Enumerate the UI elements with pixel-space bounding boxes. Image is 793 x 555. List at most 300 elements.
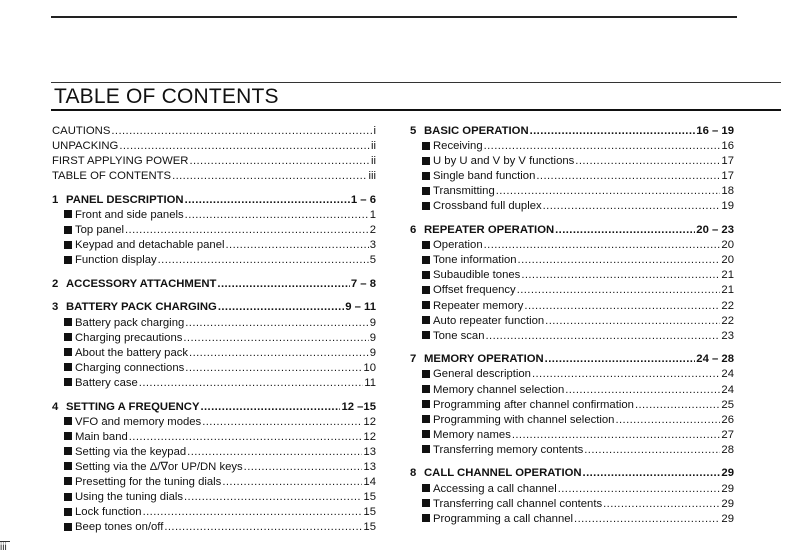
entry-page: 24 (721, 368, 734, 381)
toc-subentry[interactable] (410, 383, 734, 398)
entry-page: 21 (721, 269, 734, 282)
square-bullet-icon (422, 172, 430, 180)
entry-text (422, 383, 564, 398)
toc-subentry[interactable] (410, 398, 734, 413)
toc-subentry[interactable] (52, 253, 376, 268)
dot-leader (635, 398, 720, 413)
entry-label: REPEATER OPERATION (424, 224, 555, 237)
entry-label: Top panel (75, 224, 124, 237)
square-bullet-icon (422, 301, 430, 309)
entry-label: Transmitting (433, 185, 495, 198)
entry-label: ACCESSORY ATTACHMENT (66, 277, 217, 290)
dot-leader (172, 169, 367, 184)
entry-page: 20 (721, 254, 734, 267)
entry-page: 20 – 23 (696, 224, 734, 237)
entry-label: Crossband full duplex (433, 200, 542, 213)
dot-leader (185, 361, 362, 376)
entry-text (422, 154, 574, 169)
dot-leader (184, 490, 362, 505)
section-gap (52, 184, 376, 193)
section-gap (52, 391, 376, 400)
toc-subentry[interactable] (410, 299, 734, 314)
square-bullet-icon (64, 508, 72, 516)
entry-label: Offset frequency (433, 284, 516, 297)
dot-leader (185, 316, 368, 331)
dot-leader (189, 346, 369, 361)
entry-text (64, 238, 225, 253)
section-number: 2 (52, 277, 59, 290)
square-bullet-icon (64, 363, 72, 371)
entry-text (52, 300, 217, 315)
entry-page: 12 –15 (341, 400, 376, 413)
toc-section-7[interactable] (410, 352, 734, 367)
dot-leader (575, 154, 720, 169)
toc-section-5[interactable] (410, 124, 734, 139)
entry-text (64, 505, 142, 520)
toc-entry[interactable] (52, 154, 376, 169)
dot-leader (555, 223, 695, 238)
dot-leader (202, 415, 362, 430)
entry-text (64, 331, 182, 346)
entry-label: Battery pack charging (75, 316, 185, 329)
right-sections (410, 124, 734, 527)
entry-text (410, 124, 529, 139)
entry-label: Single band function (433, 170, 536, 183)
toc-entry[interactable] (52, 139, 376, 154)
entry-text (64, 445, 186, 460)
toc-subentry[interactable] (410, 482, 734, 497)
dot-leader (143, 505, 363, 520)
entry-page: 13 (363, 460, 376, 473)
toc-right-column (410, 124, 734, 527)
entry-text (64, 346, 188, 361)
entry-text (64, 316, 184, 331)
entry-page: 29 (721, 467, 734, 480)
square-bullet-icon (64, 226, 72, 234)
toc-subentry[interactable] (52, 490, 376, 505)
section-number: 4 (52, 400, 59, 413)
square-bullet-icon (422, 499, 430, 507)
entry-page: 15 (363, 491, 376, 504)
entry-page: 17 (721, 155, 734, 168)
entry-label: Using the tuning dials (75, 491, 184, 504)
entry-page: 16 – 19 (696, 125, 734, 137)
section-number: 5 (410, 125, 417, 137)
dot-leader (524, 299, 720, 314)
entry-label: Main band (75, 430, 128, 443)
entry-label: VFO and memory modes (75, 415, 202, 428)
square-bullet-icon (422, 415, 430, 423)
dot-leader (164, 520, 362, 535)
toc-subentry[interactable] (52, 361, 376, 376)
square-bullet-icon (64, 210, 72, 218)
dot-leader (218, 300, 344, 315)
entry-page: 14 (363, 475, 376, 488)
dot-leader (603, 497, 720, 512)
toc-section-4[interactable] (52, 400, 376, 415)
entry-label: About the battery pack (75, 346, 189, 359)
dot-leader (158, 253, 369, 268)
entry-page: 2 (369, 224, 376, 237)
entry-label: Function display (75, 254, 157, 267)
entry-text (422, 268, 520, 283)
entry-label: Accessing a call channel (433, 482, 557, 495)
square-bullet-icon (422, 430, 430, 438)
entry-label: TABLE OF CONTENTS (52, 170, 172, 183)
dot-leader (536, 169, 720, 184)
entry-page: 11 (364, 376, 376, 389)
entry-text (422, 169, 535, 184)
square-bullet-icon (422, 331, 430, 339)
dot-leader (545, 352, 696, 367)
entry-label: Tone information (433, 254, 517, 267)
square-bullet-icon (64, 523, 72, 531)
square-bullet-icon (64, 378, 72, 386)
dot-leader (129, 430, 363, 445)
entry-page: iii (368, 170, 376, 183)
entry-text (422, 428, 511, 443)
square-bullet-icon (422, 202, 430, 210)
dot-leader (486, 329, 721, 344)
page-title: TABLE OF CONTENTS (54, 85, 279, 108)
entry-page: 23 (721, 329, 734, 342)
toc-subentry[interactable] (52, 223, 376, 238)
dot-leader (189, 154, 370, 169)
entry-text (422, 283, 516, 298)
entry-page: 28 (721, 443, 734, 456)
square-bullet-icon (422, 256, 430, 264)
entry-label: Beep tones on/off (75, 521, 164, 534)
toc-subentry[interactable] (410, 268, 734, 283)
square-bullet-icon (422, 187, 430, 195)
toc-subentry[interactable] (52, 208, 376, 223)
entry-page: 15 (363, 506, 376, 519)
dot-leader (615, 413, 720, 428)
entry-label: BATTERY PACK CHARGING (66, 301, 217, 314)
entry-page: 20 (721, 239, 734, 252)
entry-page: 15 (363, 521, 376, 534)
entry-text (422, 314, 544, 329)
dot-leader (187, 445, 362, 460)
toc-subentry[interactable] (52, 346, 376, 361)
entry-text (422, 199, 542, 214)
square-bullet-icon (422, 286, 430, 294)
entry-label: Tone scan (433, 329, 485, 342)
entry-label: Auto repeater function (433, 314, 545, 327)
dot-leader (185, 208, 369, 223)
entry-text (422, 512, 573, 527)
entry-text (422, 482, 557, 497)
entry-label: Memory names (433, 428, 511, 441)
entry-label: Presetting for the tuning dials (75, 475, 222, 488)
square-bullet-icon (64, 241, 72, 249)
entry-page: 13 (363, 445, 376, 458)
entry-page: 1 (369, 208, 376, 221)
toc-subentry[interactable] (52, 505, 376, 520)
dot-leader (565, 383, 720, 398)
entry-text (410, 223, 554, 238)
front-matter-list (52, 124, 376, 184)
entry-text (410, 352, 544, 367)
entry-label: Setting via the keypad (75, 445, 187, 458)
dot-leader (545, 314, 720, 329)
entry-page: 29 (721, 497, 734, 510)
entry-page: 24 (721, 383, 734, 396)
toc-subentry[interactable] (410, 253, 734, 268)
toc-subentry[interactable] (410, 154, 734, 169)
section-gap (410, 344, 734, 353)
entry-page: 25 (721, 398, 734, 411)
entry-page: 9 (369, 331, 376, 344)
toc-subentry[interactable] (52, 460, 376, 475)
toc-section-2[interactable] (52, 277, 376, 292)
dot-leader (583, 466, 721, 481)
entry-label: Front and side panels (75, 208, 184, 221)
entry-page: 5 (369, 254, 376, 267)
dot-leader (139, 376, 363, 391)
square-bullet-icon (64, 318, 72, 326)
entry-page: ii (370, 155, 376, 168)
toc-subentry[interactable] (410, 367, 734, 382)
entry-label: Charging connections (75, 361, 185, 374)
toc-subentry[interactable] (52, 415, 376, 430)
entry-text (422, 413, 614, 428)
entry-text (64, 430, 128, 445)
entry-label: Programming a call channel (433, 512, 574, 525)
entry-page: 19 (721, 200, 734, 213)
entry-label: Programming with channel selection (433, 413, 615, 426)
entry-text (422, 443, 583, 458)
toc-left-column (52, 124, 376, 535)
entry-label: SETTING A FREQUENCY (66, 400, 200, 413)
dot-leader (558, 482, 721, 497)
entry-text (64, 253, 157, 268)
entry-label: Setting via the Δ/∇or UP/DN keys (75, 460, 243, 473)
dot-leader (217, 277, 349, 292)
entry-text (422, 367, 531, 382)
entry-page: 9 (369, 316, 376, 329)
entry-label: FIRST APPLYING POWER (52, 155, 189, 168)
dot-leader (222, 475, 362, 490)
toc-subentry[interactable] (410, 443, 734, 458)
toc-subentry[interactable] (52, 376, 376, 391)
toc-section-6[interactable] (410, 223, 734, 238)
entry-page: 17 (721, 170, 734, 183)
toc-subentry[interactable] (52, 331, 376, 346)
toc-section-8[interactable] (410, 466, 734, 481)
entry-label: Memory channel selection (433, 383, 565, 396)
toc-subentry[interactable] (52, 430, 376, 445)
entry-label: PANEL DESCRIPTION (66, 193, 184, 206)
dot-leader (574, 512, 720, 527)
square-bullet-icon (64, 348, 72, 356)
entry-page: 3 (369, 239, 376, 252)
entry-text (52, 169, 171, 184)
dot-leader (183, 331, 368, 346)
entry-text (422, 184, 495, 199)
dot-leader (512, 428, 721, 443)
entry-label: U by U and V by V functions (433, 155, 575, 168)
entry-label: Keypad and detachable panel (75, 239, 225, 252)
square-bullet-icon (422, 271, 430, 279)
square-bullet-icon (422, 157, 430, 165)
entry-text (422, 253, 517, 268)
toc-subentry[interactable] (410, 139, 734, 154)
entry-label: CALL CHANNEL OPERATION (424, 467, 582, 480)
toc-subentry[interactable] (410, 329, 734, 344)
entry-text (52, 124, 110, 139)
toc-entry[interactable] (52, 169, 376, 184)
dot-leader (496, 184, 721, 199)
dot-leader (517, 283, 721, 298)
toc-subentry[interactable] (410, 238, 734, 253)
entry-page: 12 (363, 415, 376, 428)
entry-page: 29 (721, 512, 734, 525)
entry-text (52, 193, 184, 208)
section-gap (52, 292, 376, 301)
entry-label: Subaudible tones (433, 269, 521, 282)
square-bullet-icon (64, 417, 72, 425)
entry-page: 22 (721, 314, 734, 327)
entry-label: Charging precautions (75, 331, 183, 344)
entry-text (64, 361, 184, 376)
square-bullet-icon (422, 385, 430, 393)
dot-leader (518, 253, 721, 268)
dot-leader (119, 139, 370, 154)
entry-text (64, 475, 221, 490)
left-sections (52, 184, 376, 535)
toc-subentry[interactable] (52, 445, 376, 460)
square-bullet-icon (64, 256, 72, 264)
toc-subentry[interactable] (410, 169, 734, 184)
toc-section-1[interactable] (52, 193, 376, 208)
toc-subentry[interactable] (52, 475, 376, 490)
square-bullet-icon (422, 241, 430, 249)
toc-section-3[interactable] (52, 300, 376, 315)
square-bullet-icon (64, 477, 72, 485)
entry-text (64, 376, 138, 391)
dot-leader (200, 400, 340, 415)
entry-text (422, 238, 483, 253)
section-gap (410, 215, 734, 224)
section-gap (52, 268, 376, 277)
entry-page: 1 – 6 (350, 193, 376, 206)
section-number: 1 (52, 193, 59, 206)
square-bullet-icon (422, 316, 430, 324)
square-bullet-icon (64, 333, 72, 341)
entry-page: 21 (721, 284, 734, 297)
entry-page: i (373, 125, 376, 137)
entry-page: 27 (721, 428, 734, 441)
toc-entry[interactable] (52, 124, 376, 139)
dot-leader (125, 223, 369, 238)
entry-label: CAUTIONS (52, 125, 111, 137)
entry-text (410, 466, 582, 481)
toc-subentry[interactable] (410, 497, 734, 512)
entry-page: 22 (721, 299, 734, 312)
toc-subentry[interactable] (410, 428, 734, 443)
entry-label: Repeater memory (433, 299, 524, 312)
title-bottom-rule (51, 109, 781, 111)
entry-page: 16 (721, 140, 734, 153)
section-number: 7 (410, 353, 417, 366)
entry-label: Battery case (75, 376, 138, 389)
entry-text (422, 299, 523, 314)
dot-leader (185, 193, 350, 208)
square-bullet-icon (64, 432, 72, 440)
entry-label: Programming after channel confirmation (433, 398, 634, 411)
dot-leader (584, 443, 720, 458)
entry-label: Transferring call channel contents (433, 497, 603, 510)
entry-text (52, 277, 216, 292)
top-rule (51, 16, 737, 18)
toc-subentry[interactable] (410, 512, 734, 527)
dot-leader (521, 268, 720, 283)
square-bullet-icon (422, 400, 430, 408)
square-bullet-icon (64, 447, 72, 455)
square-bullet-icon (422, 484, 430, 492)
entry-label: Operation (433, 239, 483, 252)
entry-label: MEMORY OPERATION (424, 353, 544, 366)
toc-subentry[interactable] (52, 316, 376, 331)
title-top-rule (51, 82, 781, 83)
entry-page: 7 – 8 (350, 277, 376, 290)
entry-label: Receiving (433, 140, 483, 153)
dot-leader (484, 139, 721, 154)
entry-label: Lock function (75, 506, 142, 519)
section-number: 6 (410, 224, 417, 237)
entry-text (64, 208, 184, 223)
entry-text (52, 400, 199, 415)
dot-leader (543, 199, 721, 214)
toc-subentry[interactable] (410, 413, 734, 428)
square-bullet-icon (422, 514, 430, 522)
square-bullet-icon (64, 493, 72, 501)
toc-subentry[interactable] (410, 184, 734, 199)
toc-subentry[interactable] (410, 283, 734, 298)
section-gap (410, 458, 734, 467)
toc-subentry[interactable] (52, 520, 376, 535)
dot-leader (244, 460, 363, 475)
entry-text (422, 139, 483, 154)
toc-subentry[interactable] (52, 238, 376, 253)
entry-text (52, 154, 188, 169)
entry-text (422, 329, 485, 344)
entry-page: 24 – 28 (696, 353, 734, 366)
entry-page: 9 – 11 (345, 301, 376, 314)
entry-label: UNPACKING (52, 140, 119, 153)
dot-leader (532, 367, 720, 382)
toc-subentry[interactable] (410, 314, 734, 329)
entry-page: 12 (363, 430, 376, 443)
square-bullet-icon (422, 445, 430, 453)
entry-label: BASIC OPERATION (424, 125, 529, 137)
entry-label: Transferring memory contents (433, 443, 584, 456)
square-bullet-icon (422, 142, 430, 150)
entry-text (64, 415, 201, 430)
entry-text (64, 223, 124, 238)
entry-page: 18 (721, 185, 734, 198)
square-bullet-icon (422, 370, 430, 378)
entry-text (64, 490, 183, 505)
entry-page: 29 (721, 482, 734, 495)
entry-text (64, 520, 163, 535)
dot-leader (111, 124, 372, 139)
entry-page: 9 (369, 346, 376, 359)
square-bullet-icon (64, 462, 72, 470)
toc-subentry[interactable] (410, 199, 734, 214)
section-number: 8 (410, 467, 417, 480)
